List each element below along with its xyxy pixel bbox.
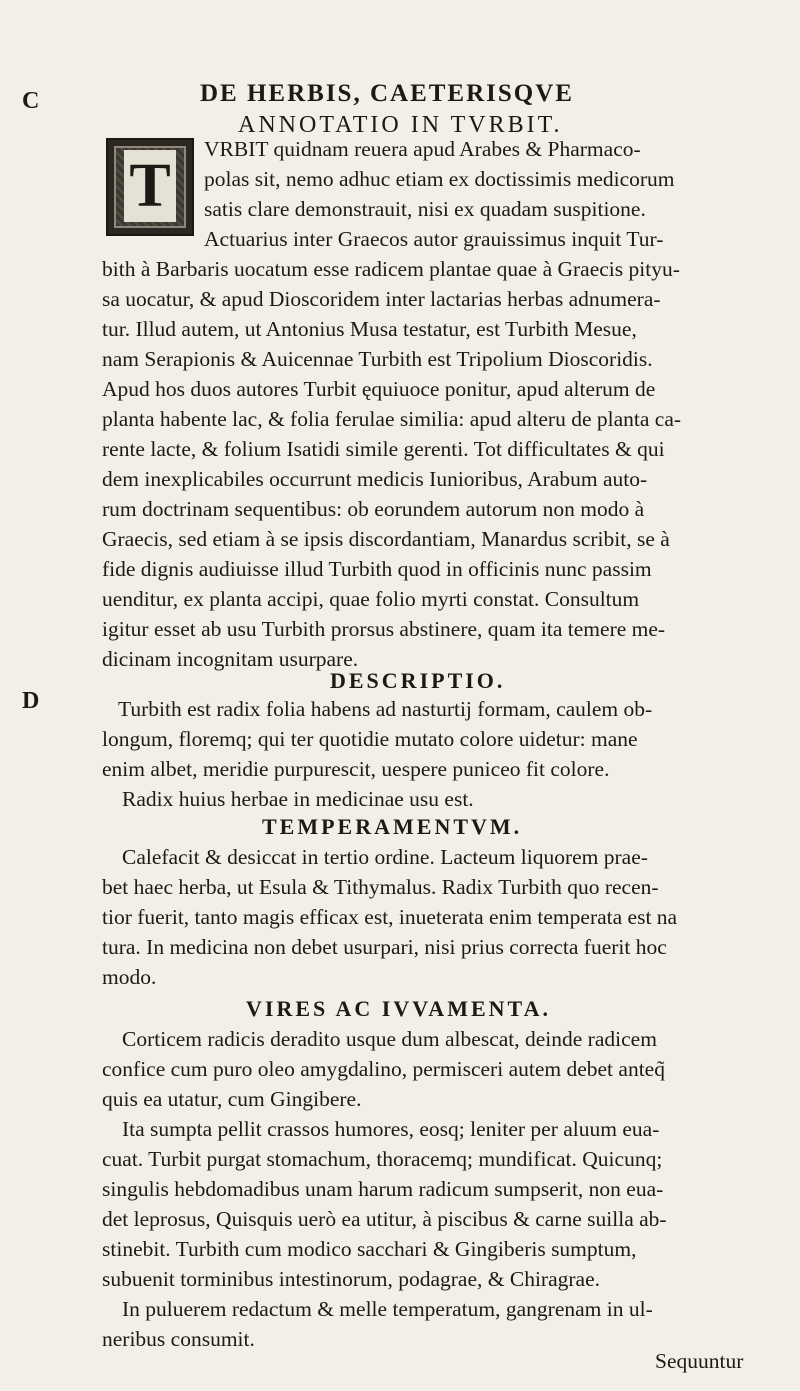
- annotatio-line: rente lacte, & folium Isatidi simile gerenti. Tot difficultates & qui: [102, 437, 665, 461]
- catchword: Sequuntur: [655, 1349, 744, 1373]
- annotatio-line: Actuarius inter Graecos autor grauissimus inquit Tur-: [204, 227, 664, 251]
- annotatio-line: polas sit, nemo adhuc etiam ex doctissimis medicorum: [204, 167, 675, 191]
- vires-heading: VIRES AC IVVAMENTA.: [246, 996, 551, 1021]
- running-head: DE HERBIS, CAETERISQVE: [200, 80, 574, 107]
- vires-line: det leprosus, Quisquis uerò ea utitur, à piscibus & carne suilla ab-: [102, 1207, 667, 1231]
- vires-line: neribus consumit.: [102, 1327, 255, 1351]
- margin-letter-d: D: [22, 688, 40, 714]
- vires-line: Ita sumpta pellit crassos humores, eosq; leniter per aluum eua-: [122, 1117, 660, 1141]
- decorated-initial: [106, 138, 194, 236]
- descriptio-line: enim albet, meridie purpurescit, uespere puniceo fit colore.: [102, 757, 610, 781]
- temperamentum-line: tura. In medicina non debet usurpari, nisi prius correcta fuerit hoc: [102, 935, 667, 959]
- annotatio-line: nam Serapionis & Auicennae Turbith est Tripolium Dioscoridis.: [102, 347, 653, 371]
- descriptio-heading: DESCRIPTIO.: [330, 668, 506, 693]
- vires-line: confice cum puro oleo amygdalino, permisceri autem debet anteq̃: [102, 1057, 665, 1081]
- annotatio-line: planta habente lac, & folia ferulae similia: apud alteru de planta ca-: [102, 407, 682, 431]
- temperamentum-line: tior fuerit, tanto magis efficax est, inueterata enim temperata est na: [102, 905, 678, 929]
- descriptio-line: longum, floremq; qui ter quotidie mutato colore uidetur: mane: [102, 727, 638, 751]
- temperamentum-line: bet haec herba, ut Esula & Tithymalus. Radix Turbith quo recen-: [102, 875, 659, 899]
- annotatio-line: VRBIT quidnam reuera apud Arabes & Pharmaco-: [204, 137, 641, 161]
- vires-line: quis ea utatur, cum Gingibere.: [102, 1087, 362, 1111]
- initial-letter: T: [124, 150, 176, 222]
- annotatio-line: tur. Illud autem, ut Antonius Musa testatur, est Turbith Mesue,: [102, 317, 637, 341]
- annotatio-line: igitur esset ab usu Turbith prorsus abstinere, quam ita temere me-: [102, 617, 666, 641]
- annotatio-line: fide dignis audiuisse illud Turbith quod in officinis nunc passim: [102, 557, 652, 581]
- annotatio-line: rum doctrinam sequentibus: ob eorundem autorum non modo à: [102, 497, 645, 521]
- annotatio-line: satis clare demonstrauit, nisi ex quadam suspitione.: [204, 197, 646, 221]
- descriptio-line: Radix huius herbae in medicinae usu est.: [122, 787, 474, 811]
- vires-line: stinebit. Turbith cum modico sacchari & Gingiberis sumptum,: [102, 1237, 637, 1261]
- annotatio-line: bith à Barbaris uocatum esse radicem plantae quae à Graecis pityu-: [102, 257, 680, 281]
- annotatio-line: dicinam incognitam usurpare.: [102, 647, 359, 671]
- annotatio-line: uenditur, ex planta accipi, quae folio myrti constat. Consultum: [102, 587, 640, 611]
- vires-line: cuat. Turbit purgat stomachum, thoracemq; mundificat. Quicunq;: [102, 1147, 663, 1171]
- temperamentum-heading: TEMPERAMENTVM.: [262, 814, 523, 839]
- margin-letter-c: C: [22, 88, 40, 114]
- temperamentum-line: Calefacit & desiccat in tertio ordine. Lacteum liquorem prae-: [122, 845, 648, 869]
- temperamentum-line: modo.: [102, 965, 157, 989]
- annotatio-line: Graecis, sed etiam à se ipsis discordantiam, Manardus scribit, se à: [102, 527, 670, 551]
- vires-line: In puluerem redactum & melle temperatum, gangrenam in ul-: [122, 1297, 653, 1321]
- vires-line: subuenit torminibus intestinorum, podagrae, & Chiragrae.: [102, 1267, 600, 1291]
- vires-line: Corticem radicis deradito usque dum albescat, deinde radicem: [122, 1027, 657, 1051]
- annotatio-heading: ANNOTATIO IN TVRBIT.: [238, 112, 563, 138]
- annotatio-line: dem inexplicabiles occurrunt medicis Iunioribus, Arabum auto-: [102, 467, 648, 491]
- vires-line: singulis hebdomadibus unam harum radicum sumpserit, non eua-: [102, 1177, 664, 1201]
- annotatio-line: Apud hos duos autores Turbit ęquiuoce ponitur, apud alterum de: [102, 377, 656, 401]
- annotatio-line: sa uocatur, & apud Dioscoridem inter lactarias herbas adnumera-: [102, 287, 661, 311]
- descriptio-line: Turbith est radix folia habens ad nasturtij formam, caulem ob-: [118, 697, 653, 721]
